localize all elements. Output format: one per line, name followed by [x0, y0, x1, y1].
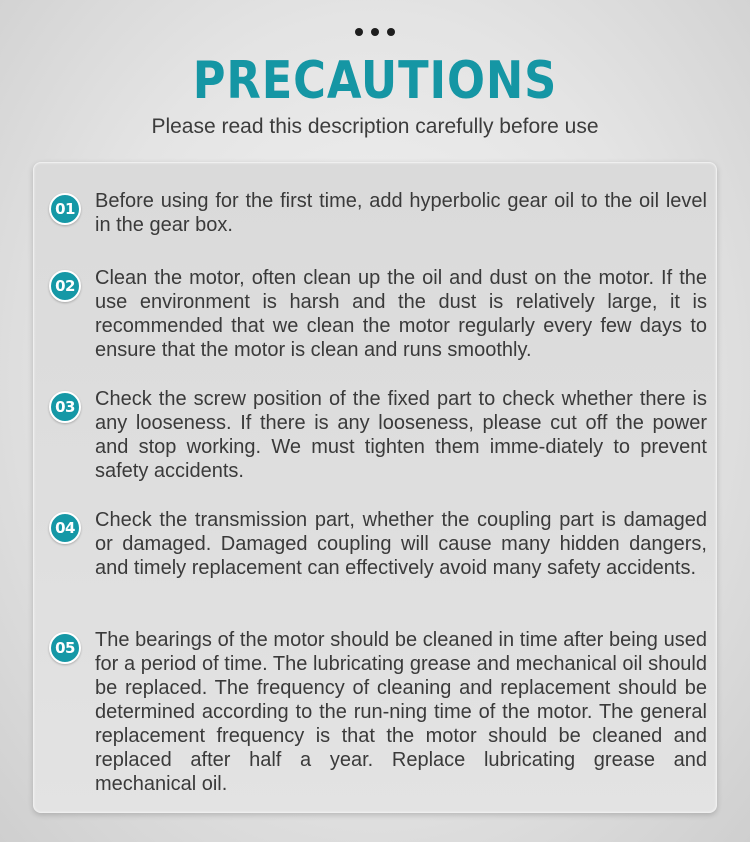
dot-icon	[387, 28, 395, 36]
number-badge-icon: 01	[49, 193, 81, 225]
precaution-text: The bearings of the motor should be cleaned in time after being used for a period of time. The lubricating grease and mechanical oil should be replaced. The frequency of cleaning and replacement should be determined according to the run-ning time of the motor. The general replacement frequency is that the motor should be cleaned and replaced after half a year. Replace lubricating grease and mechanical oil.	[95, 629, 707, 795]
page-subtitle: Please read this description carefully before use	[151, 115, 599, 138]
precaution-text: Before using for the first time, add hyperbolic gear oil to the oil level in the gear box.	[95, 190, 707, 236]
precautions-card	[33, 162, 717, 813]
number-badge-icon: 03	[49, 391, 81, 423]
page-title: PRECAUTIONS	[192, 51, 558, 111]
precaution-text: Check the screw position of the fixed part to check whether there is any looseness. If there is any looseness, please cut off the power and stop working. We must tighten them imme-diately to prevent safety accidents.	[95, 388, 707, 482]
dot-icon	[371, 28, 379, 36]
number-badge-icon: 05	[49, 632, 81, 664]
precaution-text: Check the transmission part, whether the coupling part is damaged or damaged. Damaged coupling will cause many hidden dangers, and timely replacement can effectively avoid many safety accidents.	[95, 509, 707, 579]
number-badge-icon: 04	[49, 512, 81, 544]
decorative-dots	[0, 28, 750, 36]
precaution-text: Clean the motor, often clean up the oil and dust on the motor. If the use environment is harsh and the dust is relatively large, it is recommended that we clean the motor regularly every few days to ensure that the motor is clean and runs smoothly.	[95, 267, 707, 361]
dot-icon	[355, 28, 363, 36]
number-badge-icon: 02	[49, 270, 81, 302]
